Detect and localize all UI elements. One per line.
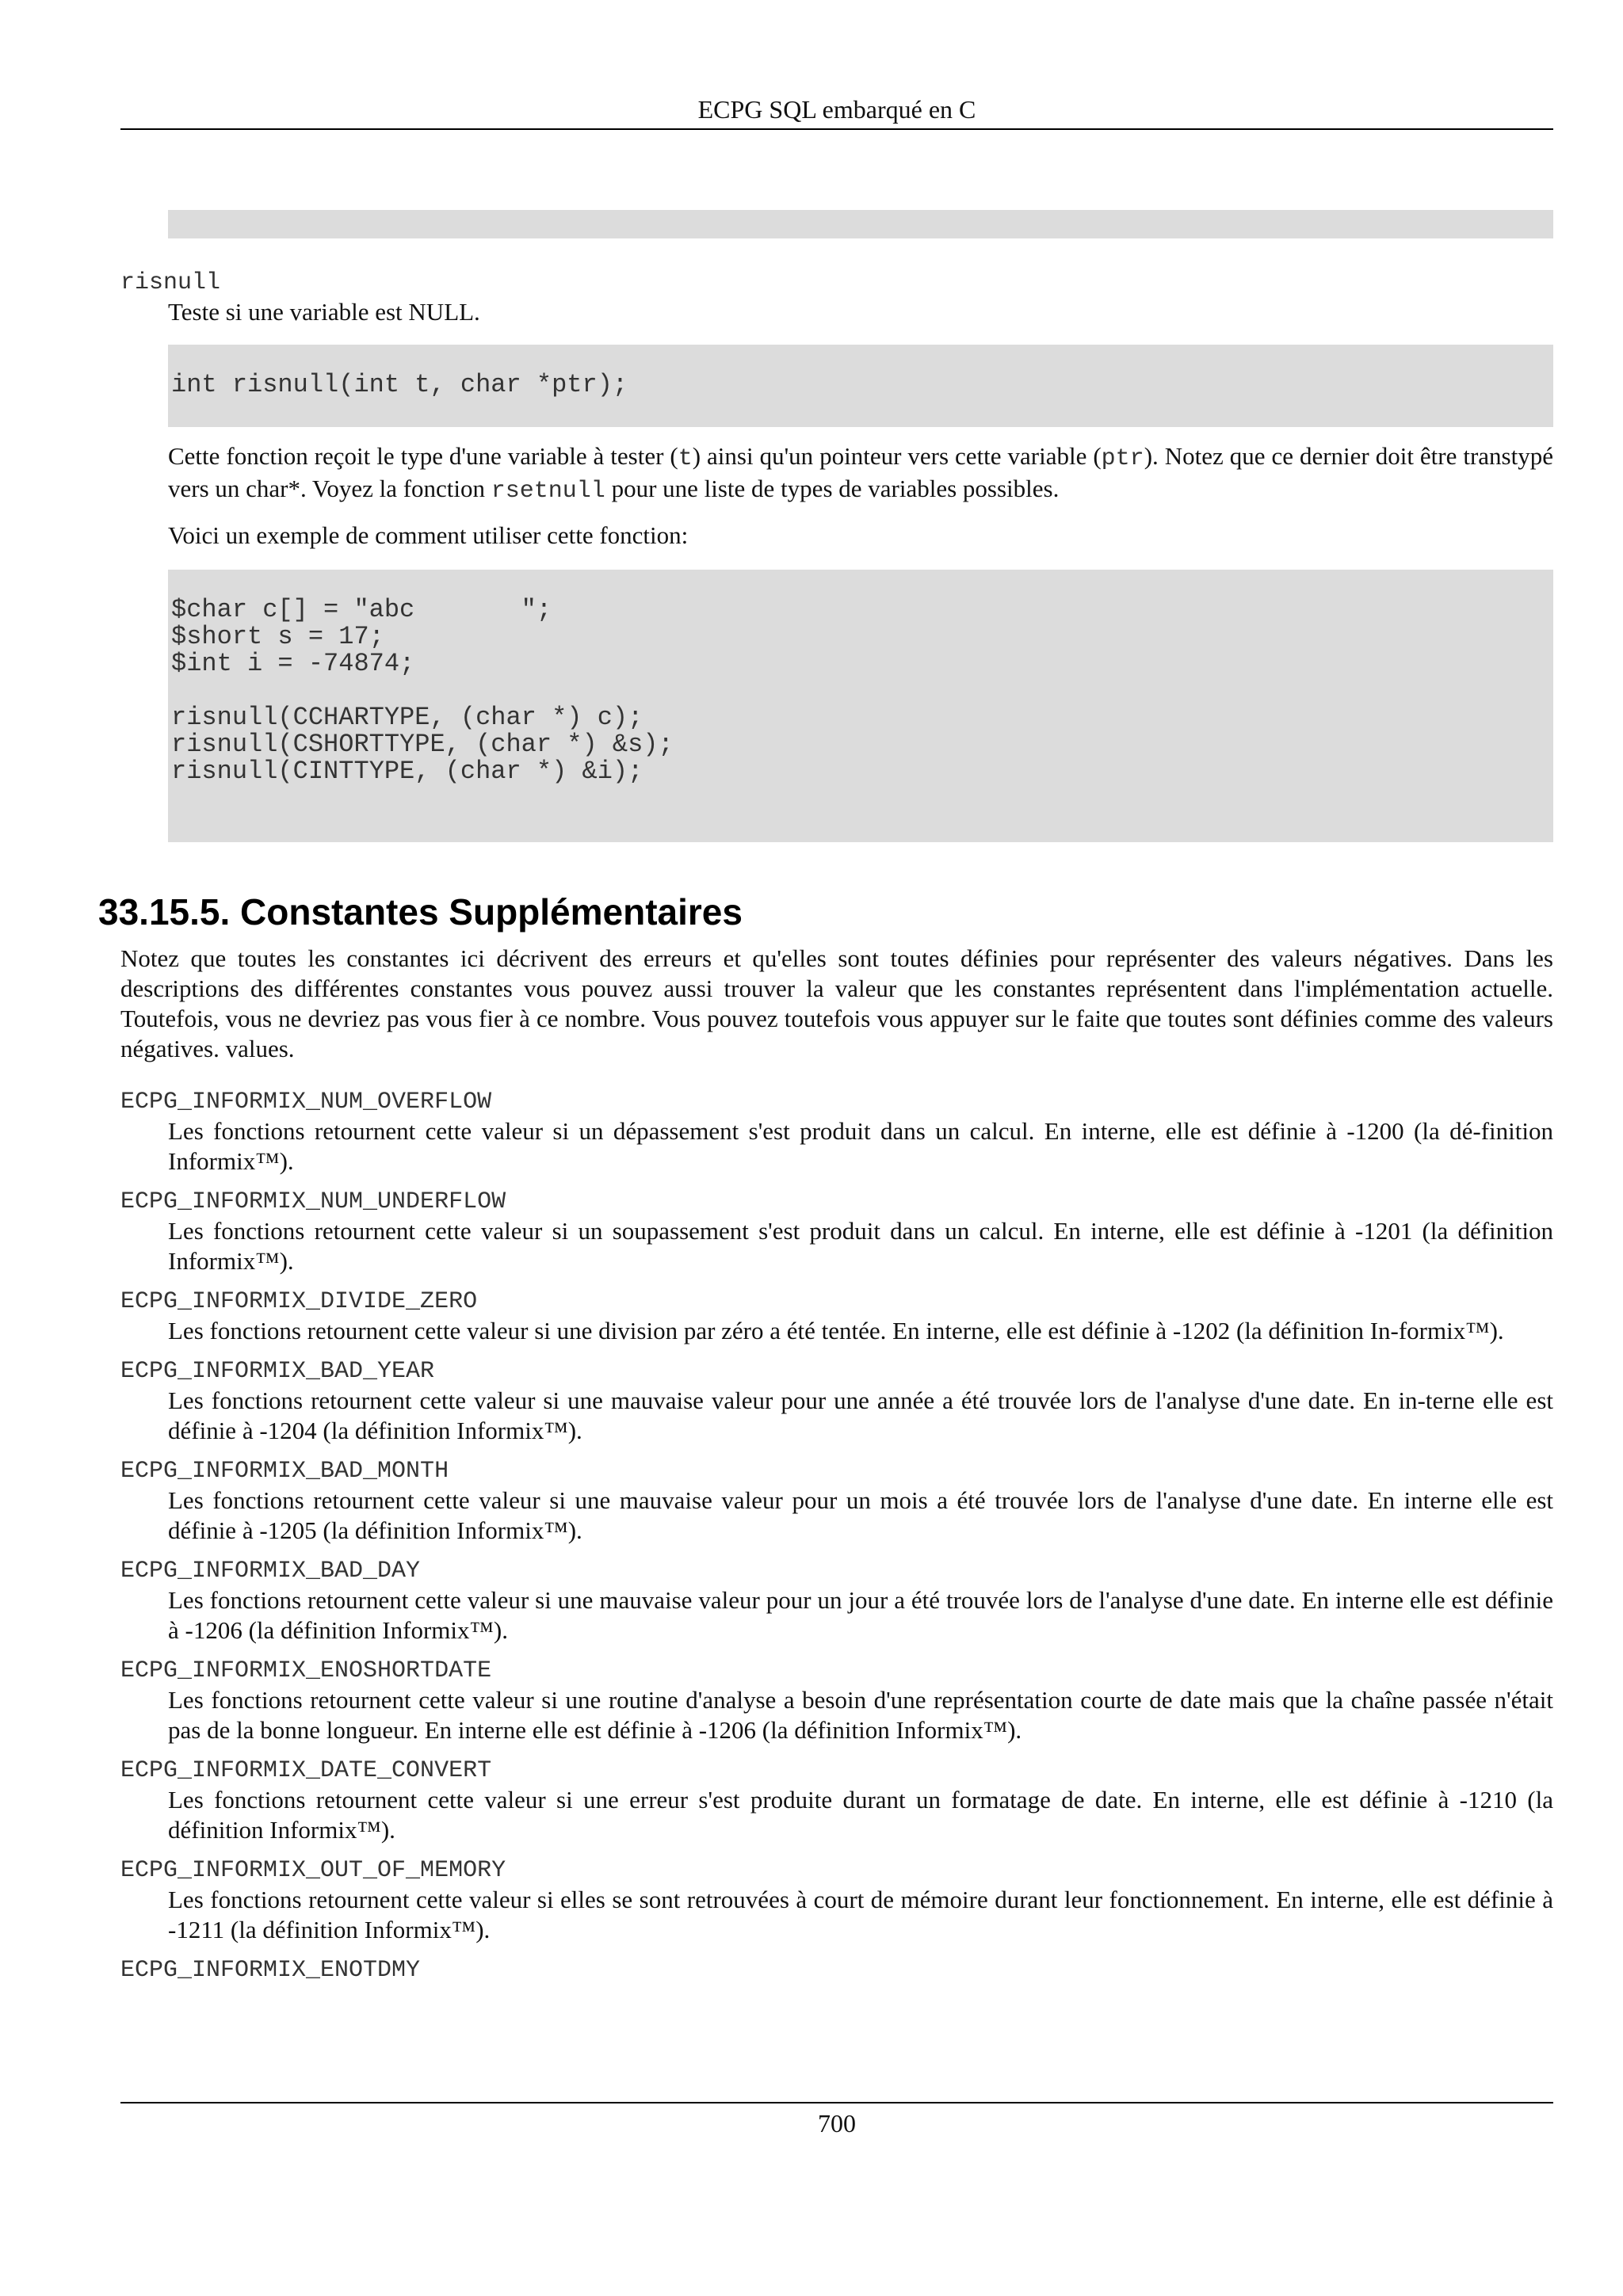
desc-text-1: Cette fonction reçoit le type d'une variable à tester ( [168, 442, 678, 470]
header-rule [120, 128, 1553, 130]
constant-entry [120, 1188, 1553, 1276]
constant-description: Les fonctions retournent cette valeur si elles se sont retrouvées à court de mémoire durant leur fonctionnement. En interne, elle est définie à -1211 (la définition Informix™). [168, 1886, 1553, 1943]
constant-description: Les fonctions retournent cette valeur si une routine d'analyse a besoin d'une représentation courte de date mais que la chaîne passée n'était pas de la bonne longueur. En interne elle est définie à -1206 (la définition Informix™). [168, 1686, 1553, 1744]
constant-description: Les fonctions retournent cette valeur si une division par zéro a été tentée. En interne, elle est définie à -1202 (la définition In-formix™). [168, 1317, 1504, 1344]
constant-name: ECPG_INFORMIX_OUT_OF_MEMORY [120, 1857, 506, 1884]
constant-name: ECPG_INFORMIX_ENOTDMY [120, 1957, 421, 1984]
constant-name: ECPG_INFORMIX_BAD_YEAR [120, 1358, 435, 1385]
constant-description: Les fonctions retournent cette valeur si une mauvaise valeur pour une année a été trouvée lors de l'analyse d'une date. En in-terne elle est définie à -1204 (la définition Informix™). [168, 1386, 1553, 1444]
constant-name: ECPG_INFORMIX_DATE_CONVERT [120, 1757, 492, 1784]
constant-name: ECPG_INFORMIX_ENOSHORTDATE [120, 1657, 492, 1684]
section-heading: 33.15.5. Constantes Supplémentaires [98, 891, 743, 933]
risnull-entry [120, 269, 1553, 842]
constants-list [120, 1088, 1553, 1985]
constant-name: ECPG_INFORMIX_DIVIDE_ZERO [120, 1288, 478, 1315]
constant-entry [120, 1357, 1553, 1446]
desc-text-2: ) ainsi qu'un pointeur vers cette variable ( [692, 442, 1102, 470]
constant-entry [120, 1856, 1553, 1945]
section-intro: Notez que toutes les constantes ici décrivent des erreurs et qu'elles sont toutes définies pour représenter des valeurs négatives. Dans les descriptions des différentes constantes vous pouvez aussi trouver la valeur que les constantes représentent dans l'implémentation actuelle. Toutefois, vous ne devriez pas vous fier à ce nombre. Vous pouvez toutefois vous appuyer sur le faite que toutes sont définies comme des valeurs négatives. values. [120, 944, 1553, 1062]
code-block-continuation [168, 210, 1553, 238]
function-term: risnull [120, 269, 221, 296]
constant-description: Les fonctions retournent cette valeur si une mauvaise valeur pour un mois a été trouvée lors de l'analyse d'une date. En interne elle est définie à -1205 (la définition Informix™). [168, 1486, 1553, 1544]
constant-description: Les fonctions retournent cette valeur si une erreur s'est produite durant un formatage de date. En interne, elle est définie à -1210 (la définition Informix™). [168, 1786, 1553, 1844]
desc-text-4: pour une liste de types de variables possibles. [605, 475, 1060, 502]
constant-entry [120, 1287, 1553, 1346]
constant-name: ECPG_INFORMIX_BAD_DAY [120, 1558, 421, 1585]
desc-text-3: ). Notez que ce dernier doit être transtypé vers un char*. Voyez la fonction [168, 442, 1553, 502]
constant-description: Les fonctions retournent cette valeur si un dépassement s'est produit dans un calcul. En interne, elle est définie à -1200 (la dé-finition Informix™). [168, 1117, 1553, 1175]
page-number: 700 [818, 2109, 856, 2138]
constant-name: ECPG_INFORMIX_NUM_OVERFLOW [120, 1089, 492, 1116]
constant-entry [120, 1457, 1553, 1546]
running-header: ECPG SQL embarqué en C [697, 95, 976, 124]
constant-entry [120, 1657, 1553, 1745]
constant-entry [120, 1956, 1553, 1985]
footer-rule [120, 2102, 1553, 2103]
function-description [168, 441, 1553, 506]
constant-entry [120, 1557, 1553, 1646]
page-content [98, 210, 1553, 1996]
desc-code-t: t [678, 445, 693, 472]
constant-entry [120, 1756, 1553, 1845]
constant-entry [120, 1088, 1553, 1177]
function-summary: Teste si une variable est NULL. [168, 298, 480, 326]
constant-name: ECPG_INFORMIX_BAD_MONTH [120, 1458, 449, 1485]
desc-code-ptr: ptr [1101, 445, 1144, 472]
example-intro: Voici un exemple de comment utiliser cette fonction: [168, 521, 689, 549]
constant-description: Les fonctions retournent cette valeur si un soupassement s'est produit dans un calcul. En interne, elle est définie à -1201 (la définition Informix™). [168, 1217, 1553, 1275]
constant-name: ECPG_INFORMIX_NUM_UNDERFLOW [120, 1188, 506, 1215]
constant-description: Les fonctions retournent cette valeur si une mauvaise valeur pour un jour a été trouvée lors de l'analyse d'une date. En interne elle est définie à -1206 (la définition Informix™). [168, 1586, 1553, 1644]
desc-code-rsetnull: rsetnull [491, 478, 605, 505]
signature-code-block: int risnull(int t, char *ptr); [168, 345, 1553, 427]
example-code-block: $char c[] = "abc "; $short s = 17; $int i = -74874; risnull(CCHARTYPE, (char *) c); risnull(CSHORTTYPE, (char *) &s); risnull(CINTTYPE, (char *) &i); [168, 570, 1553, 842]
